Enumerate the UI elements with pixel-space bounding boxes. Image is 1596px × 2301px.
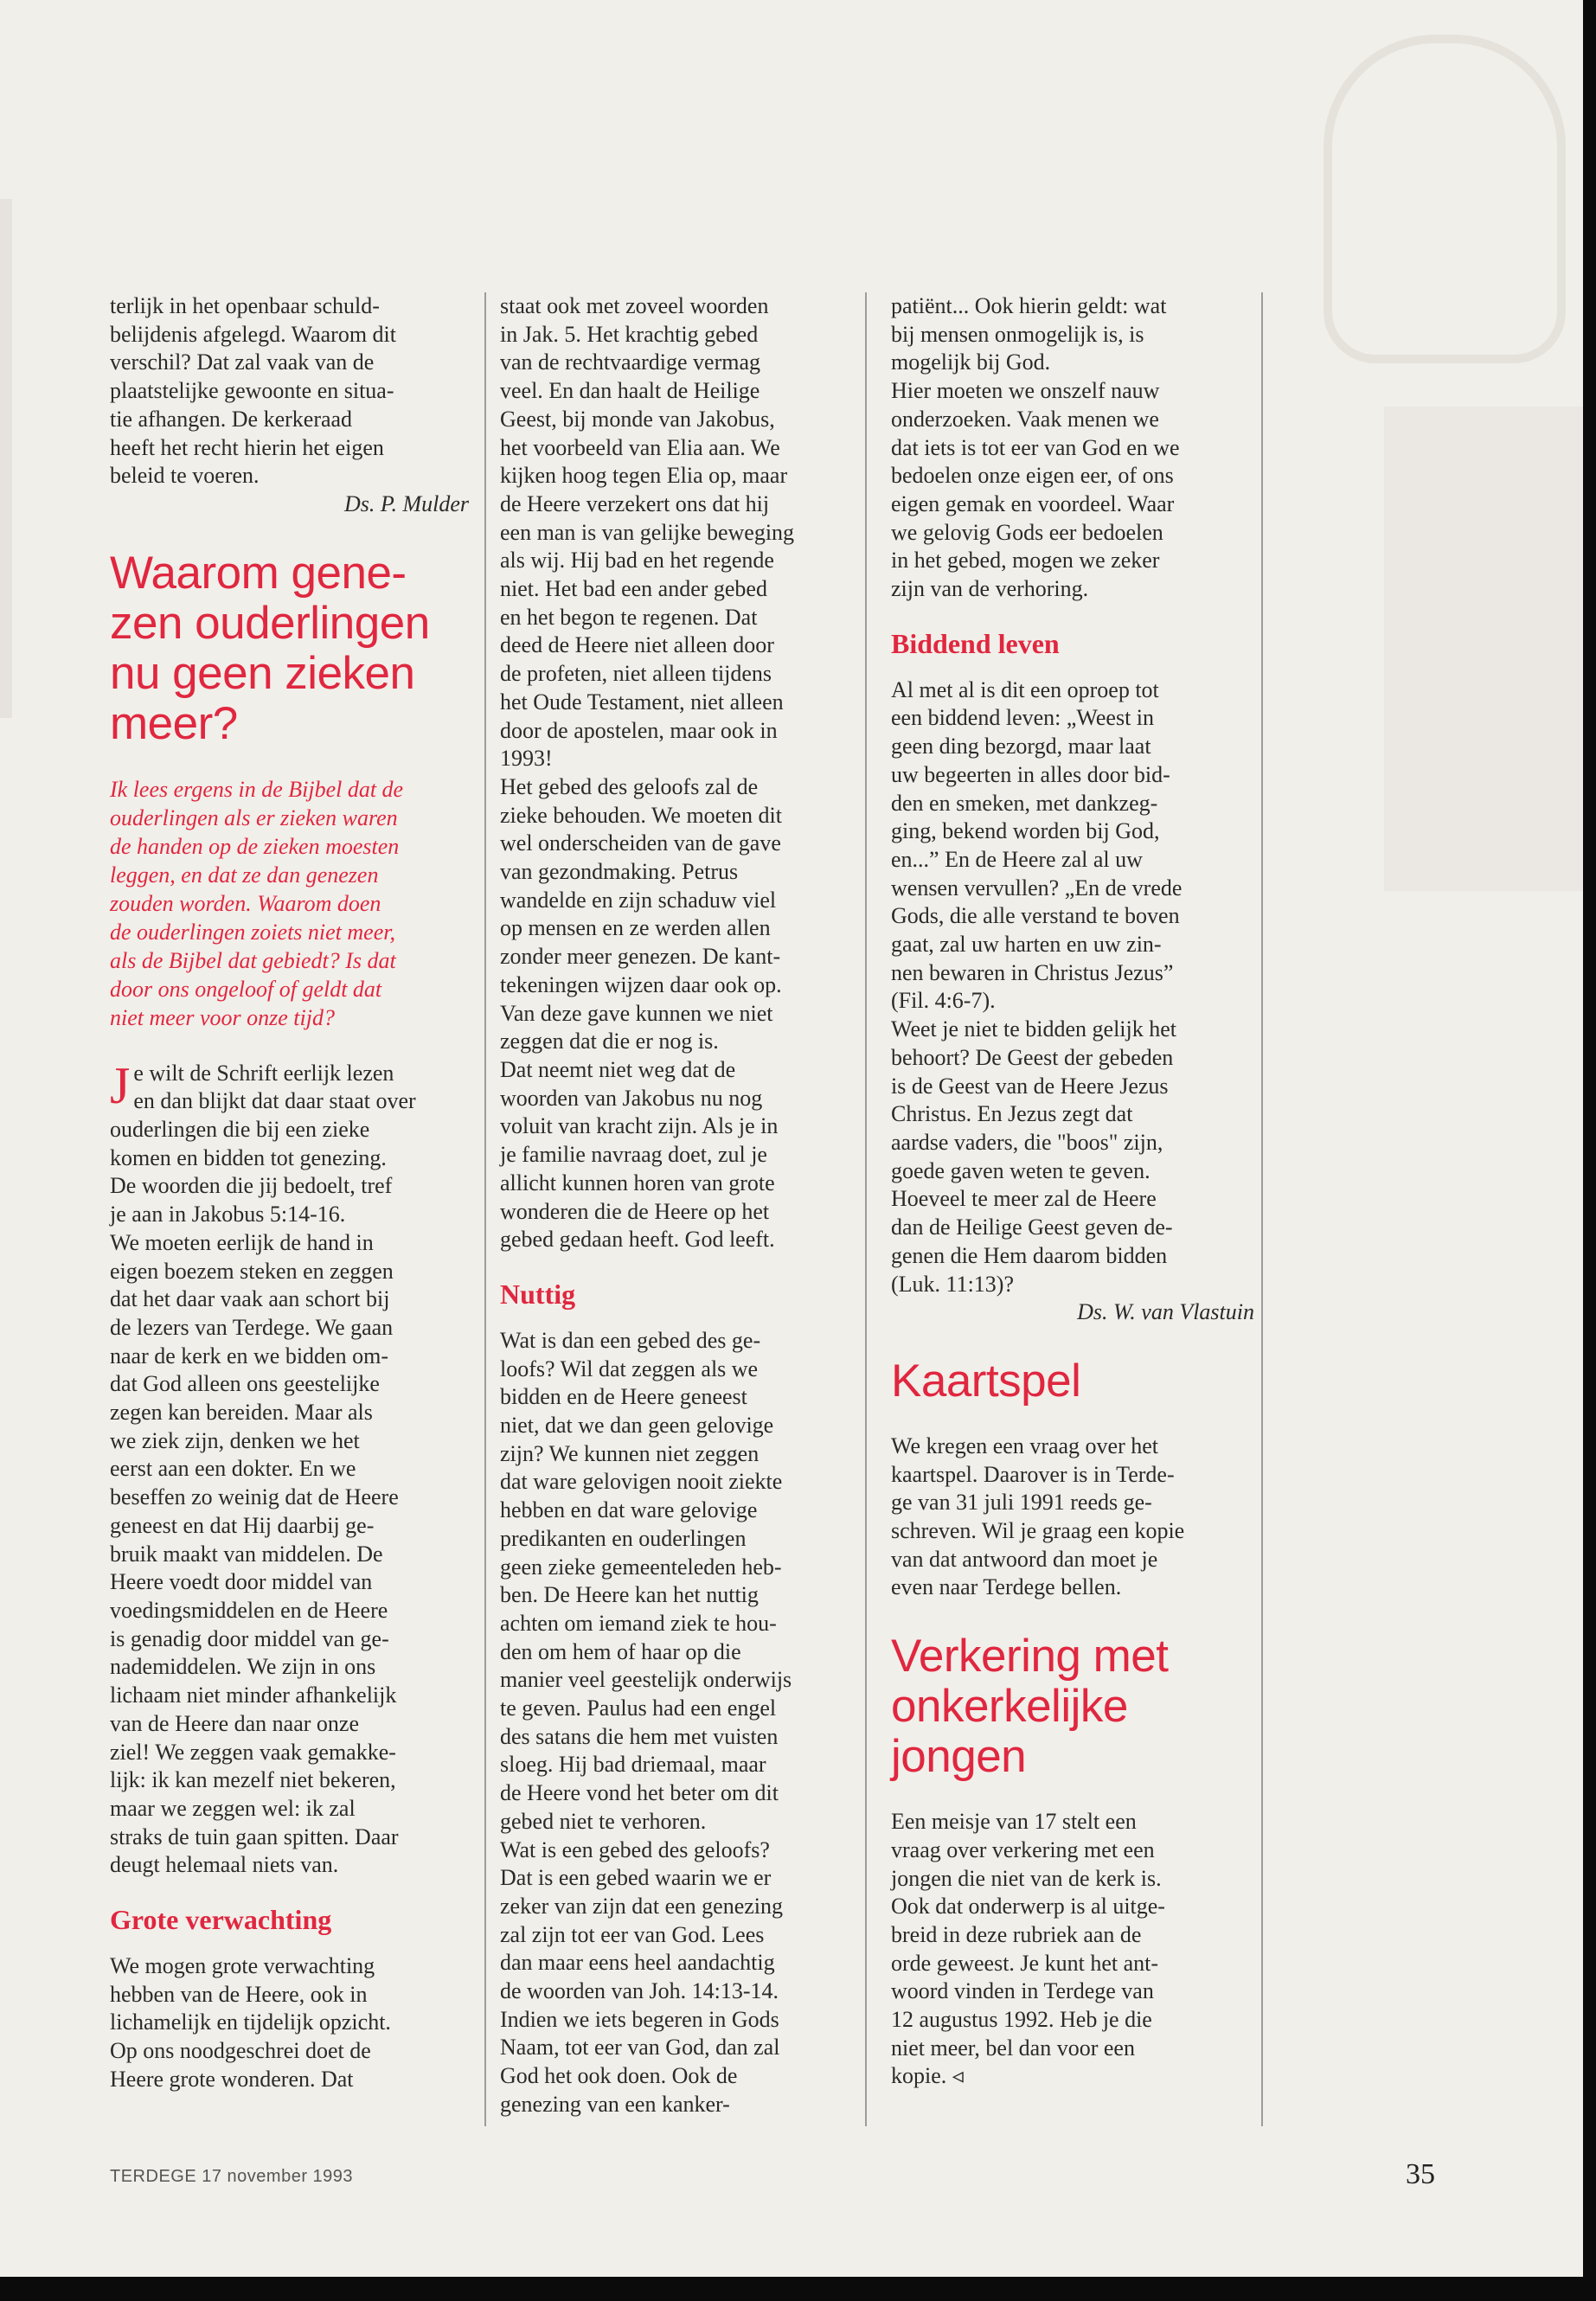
page-number: 35 xyxy=(1406,2158,1435,2190)
subheading: Nuttig xyxy=(500,1278,576,1310)
bleed-through-block xyxy=(1384,407,1583,891)
column-rule xyxy=(865,292,867,2126)
article-continuation: terlijk in het openbaar schuld- belijdenis afgelegd. Waarom dit verschil? Dat zal vaak van de plaatstelijke gewoonte en situa- tie afhangen. De kerkeraad heeft het recht hierin het eigen beleid te voeren. xyxy=(110,293,396,489)
author-signature: Ds. P. Mulder xyxy=(344,490,469,516)
body-text: patiënt... Ook hierin geldt: wat bij mensen onmogelijk is, is mogelijk bij God. Hier moeten we onszelf nauw onderzoeken. Vaak menen we dat iets is tot eer van God en we bedoelen onze eigen eer, of ons eigen gemak en voordeel. Waar we gelovig Gods eer bedoelen in het gebed, mogen we zeker zijn van de verhoring. xyxy=(891,293,1180,602)
body-text: We mogen grote verwachting hebben van de Heere, ook in lichamelijk en tijdelijk opzicht. Op ons noodgeschrei doet de Heere grote wonderen. Dat xyxy=(110,1953,391,2092)
body-text: We kregen een vraag over het kaartspel. Daarover is in Terde- ge van 31 juli 1991 reeds ge- schreven. Wil je graag een kopie van dat antwoord dan moet je even naar Terdege bellen. xyxy=(891,1433,1185,1600)
article-body xyxy=(110,1056,469,1880)
drop-cap: J xyxy=(110,1056,131,1114)
body-text: e wilt de Schrift eerlijk lezen en dan blijkt dat daar staat over ouderlingen die bij een zieke komen en bidden tot genezing. De woorden die jij bedoelt, tref je aan in Jakobus 5:14-16. We moeten eerlijk de hand in eigen boezem steken en zeggen dat het daar vaak aan schort bij de lezers van Terdege. We gaan naar de kerk en we bidden om- dat God alleen ons geestelijke zegen kan bereiden. Maar als we ziek zijn, denken we het eerst aan een dokter. En we beseffen zo weinig dat de Heere geneest en dat Hij daarbij ge- bruik maakt van middelen. De Heere voedt door middel van voedingsmiddelen en de Heere is genadig door middel van ge- nademiddelen. We zijn in ons lichaam niet minder afhankelijk van de Heere dan naar onze ziel! We zeggen vaak gemakke- lijk: ik kan mezelf niet bekeren, maar we zeggen wel: ik zal straks de tuin gaan spitten. Daar deugt helemaal niets van. xyxy=(110,1060,416,1878)
column-rule xyxy=(484,292,486,2126)
article-heading: Verkering met onkerkelijke jongen xyxy=(891,1631,1169,1783)
bleed-through-left xyxy=(0,199,12,718)
column-2 xyxy=(500,292,846,2119)
body-text: Al met al is dit een oproep tot een biddend leven: „Weest in geen ding bezorgd, maar laat uw begeerten in alles door bid- den en smeken, met dankzeg- ging, bekend worden bij God, en...” En de Heere zal al uw wensen vervullen? „En de vrede Gods, die alle verstand te boven gaat, zal uw harten en uw zin- nen bewaren in Christus Jezus” (Fil. 4:6-7). Weet je niet te bidden gelijk het behoort? De Geest der gebeden is de Geest van de Heere Jezus Christus. En Jezus zegt dat aardse vaders, die "boos" zijn, goede gaven weten te geven. Hoeveel te meer zal de Heere dan de Heilige Geest geven de- genen die Hem daarom bidden (Luk. 11:13)? xyxy=(891,676,1183,1297)
column-rule xyxy=(1261,292,1263,2126)
body-text: staat ook met zoveel woorden in Jak. 5. Het krachtig gebed van de rechtvaardige vermag veel. En dan haalt de Heilige Geest, bij monde van Jakobus, het voorbeeld van Elia aan. We kijken hoog tegen Elia op, maar de Heere verzekert ons dat hij een man is van gelijke beweging als wij. Hij bad en het regende niet. Het bad een ander gebed en het begon te regenen. Dat deed de Heere niet alleen door de profeten, niet alleen tijdens het Oude Testament, niet alleen door de apostelen, maar ook in 1993! Het gebed des geloofs zal de zieke behouden. We moeten dit wel onderscheiden van de gave van gezondmaking. Petrus wandelde en zijn schaduw viel op mensen en ze werden allen zonder meer genezen. De kant- tekeningen wijzen daar ook op. Van deze gave kunnen we niet zeggen dat die er nog is. Dat neemt niet weg dat de woorden van Jakobus nu nog voluit van kracht zijn. Als je in je familie navraag doet, zul je allicht kunnen horen van grote wonderen die de Heere op het gebed gedaan heeft. God leeft. xyxy=(500,293,795,1253)
subheading: Biddend leven xyxy=(891,627,1060,659)
reader-question: Ik lees ergens in de Bijbel dat de ouderlingen als er zieken waren de handen op de zieken moesten leggen, en dat ze dan genezen zouden worden. Waarom doen de ouderlingen zoiets niet meer, als de Bijbel dat gebiedt? Is dat door ons ongeloof of geldt dat niet meer voor onze tijd? xyxy=(110,776,404,1030)
footer-issue: TERDEGE 17 november 1993 xyxy=(110,2167,354,2186)
body-text: Wat is dan een gebed des ge- loofs? Wil dat zeggen als we bidden en de Heere geneest niet, dat we dan geen gelovige zijn? We kunnen niet zeggen dat ware gelovigen nooit ziekte hebben en dat ware gelovige predikanten en ouderlingen geen zieke gemeenteleden heb- ben. De Heere kan het nuttig achten om iemand ziek te hou- den om hem of haar op die manier veel geestelijk onderwijs te geven. Paulus had een engel des satans die hem met vuisten sloeg. Hij bad driemaal, maar de Heere vond het beter om dit gebed niet te verhoren. Wat is een gebed des geloofs? Dat is een gebed waarin we er zeker van zijn dat een genezing zal zijn tot eer van God. Lees dan maar eens heel aandachtig de woorden van Joh. 14:13-14. Indien we iets begeren in Gods Naam, tot eer van God, dan zal God het ook doen. Ook de genezing van een kanker- xyxy=(500,1327,792,2117)
body-text: Een meisje van 17 stelt een vraag over verkering met een jongen die niet van de kerk is. Ook dat onderwerp is al uitge- breid in deze rubriek aan de orde geweest. Je kunt het ant- woord vinden in Terdege van 12 augustus 1992. Heb je die niet meer, bel dan voor een kopie. ◃ xyxy=(891,1809,1165,2089)
article-heading: Waarom gene- zen ouderlingen nu geen zieken meer? xyxy=(110,547,430,749)
author-signature: Ds. W. van Vlastuin xyxy=(1077,1299,1254,1325)
subheading: Grote verwachting xyxy=(110,1904,332,1936)
bleed-through-portrait xyxy=(1324,35,1566,363)
article-heading: Kaartspel xyxy=(891,1355,1081,1407)
column-1 xyxy=(110,292,469,2094)
column-3 xyxy=(891,292,1254,2091)
